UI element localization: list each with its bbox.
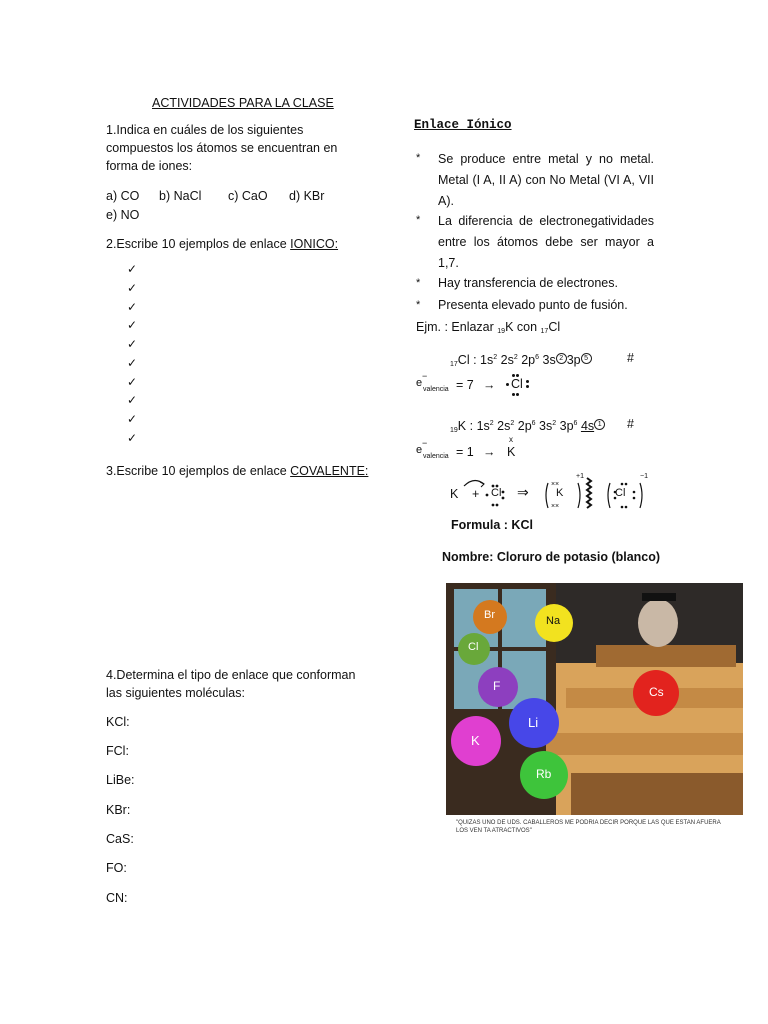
- question-2-keyword: IONICO:: [290, 237, 339, 251]
- product-cl: Cl: [615, 487, 626, 499]
- bullet-text: Se produce entre metal y no metal. Metal (I A, II A) con No Metal (VI A, VII A).: [438, 152, 654, 208]
- question-1: 1.Indica en cuáles de los siguientes compuestos los átomos se encuentran en forma de iones:: [106, 123, 338, 173]
- reactant-k: K: [450, 487, 459, 501]
- bullet-text: Presenta elevado punto de fusión.: [438, 298, 628, 312]
- check-icon: ✓: [127, 300, 138, 314]
- separator: :: [466, 419, 477, 433]
- check-icon: ✓: [127, 262, 138, 276]
- atomic-number: 19: [497, 328, 506, 335]
- element-symbol: K: [505, 320, 514, 334]
- orbital-exponent: 6: [535, 354, 540, 361]
- ball-label: Br: [484, 609, 495, 621]
- option-c: c) CaO: [228, 189, 268, 203]
- valence-label: valencia: [423, 453, 449, 460]
- charge-label: −1: [640, 473, 648, 480]
- orbital: 1s: [476, 419, 490, 433]
- section-heading: Enlace Iónico: [414, 118, 512, 132]
- orbital-exponent: 2: [552, 420, 557, 427]
- ball-label: K: [471, 733, 480, 748]
- lewis-symbol-k: K: [507, 445, 516, 459]
- valence-value: = 7: [456, 378, 474, 392]
- cl-electron-config: [450, 349, 592, 374]
- hash-mark: #: [627, 417, 634, 431]
- check-icon: ✓: [127, 431, 138, 445]
- k-valence-line: [416, 435, 546, 467]
- check-icon: ✓: [127, 356, 138, 370]
- atomic-number: 19: [450, 427, 458, 434]
- orbital: 1s: [480, 353, 494, 367]
- molecule-item: KCl:: [106, 715, 130, 729]
- molecule-item: CaS:: [106, 832, 134, 846]
- orbital-exponent-circled: 5: [581, 353, 592, 364]
- bullet-item: [416, 274, 656, 294]
- check-icon: ✓: [127, 393, 138, 407]
- chemistry-cartoon: [446, 583, 743, 843]
- electron-symbol: e: [416, 444, 423, 456]
- reactant-cl: Cl: [491, 487, 502, 499]
- orbital-exponent: 2: [510, 420, 515, 427]
- ball-label: Li: [528, 715, 539, 730]
- orbital-exponent: 2: [489, 420, 494, 427]
- option-a: a) CO: [106, 189, 140, 203]
- example-line: [416, 318, 560, 341]
- bullet-item: [416, 149, 656, 209]
- atomic-number: 17: [540, 328, 549, 335]
- valence-label: valencia: [423, 386, 449, 393]
- molecule-item: FCl:: [106, 744, 129, 758]
- negative-sign: −: [422, 438, 428, 448]
- molecule-item: FO:: [106, 861, 127, 875]
- arrow-icon: →: [483, 445, 496, 459]
- orbital-exponent: 2: [513, 354, 518, 361]
- orbital-exponent: 2: [493, 354, 498, 361]
- electron-marks: × ×: [551, 481, 559, 488]
- question-3: [106, 462, 368, 480]
- question-3-keyword: COVALENTE:: [290, 464, 369, 478]
- orbital: 4s: [580, 419, 595, 433]
- example-label: Ejm. : Enlazar: [416, 320, 498, 334]
- orbital: 3s: [539, 419, 553, 433]
- yields-arrow-icon: ⇒: [517, 484, 529, 500]
- separator: :: [469, 353, 481, 367]
- check-icon: ✓: [127, 412, 138, 426]
- option-d: d) KBr: [289, 189, 325, 203]
- check-icon: ✓: [127, 375, 138, 389]
- bullet-text: Hay transferencia de electrones.: [438, 276, 618, 290]
- orbital: 2p: [517, 419, 532, 433]
- orbital: 3p: [559, 419, 574, 433]
- formula-line: Formula : KCl: [451, 518, 533, 532]
- orbital: 3s: [542, 353, 556, 367]
- orbital: 2p: [521, 353, 536, 367]
- question-3-text: 3.Escribe 10 ejemplos de enlace: [106, 464, 291, 478]
- hash-mark: #: [627, 351, 634, 365]
- question-2: [106, 235, 338, 253]
- asterisk-icon: *: [416, 299, 421, 311]
- element-symbol: K: [457, 419, 467, 433]
- orbital-exponent-circled: 2: [556, 353, 567, 364]
- orbital: 3p: [566, 353, 581, 367]
- check-icon: ✓: [127, 318, 138, 332]
- orbital: 2s: [500, 353, 514, 367]
- orbital-exponent-circled: 1: [594, 419, 605, 430]
- charge-label: +1: [576, 473, 584, 480]
- electron-symbol: e: [416, 377, 423, 389]
- asterisk-icon: *: [416, 152, 421, 164]
- k-electron-config: [450, 415, 605, 440]
- option-b: b) NaCl: [159, 189, 202, 203]
- plus-sign: +: [472, 487, 480, 501]
- negative-sign: −: [422, 371, 428, 381]
- valence-electron-mark: x: [509, 435, 513, 444]
- molecule-item: LiBe:: [106, 773, 135, 787]
- electron-marks: × ×: [551, 503, 559, 510]
- orbital-exponent: 6: [573, 420, 578, 427]
- question-2-text: 2.Escribe 10 ejemplos de enlace: [106, 237, 291, 251]
- asterisk-icon: *: [416, 214, 421, 226]
- molecule-item: CN:: [106, 891, 128, 905]
- molecule-item: KBr:: [106, 803, 131, 817]
- bullet-item: [416, 296, 656, 316]
- question-4: 4.Determina el tipo de enlace que conforman las siguientes moléculas:: [106, 668, 356, 700]
- product-k: K: [556, 487, 564, 499]
- option-e: e) NO: [106, 208, 140, 222]
- name-line: Nombre: Cloruro de potasio (blanco): [442, 550, 661, 564]
- cartoon-caption: "QUIZAS UNO DE UDS. CABALLEROS ME PODRIA DECIR PORQUE LAS QUE ESTAN AFUERA LOS VEN TA ATRACTIVOS": [456, 820, 721, 834]
- element-symbol: Cl: [548, 320, 561, 334]
- element-symbol: Cl: [457, 353, 470, 367]
- bullet-item: [416, 211, 656, 271]
- ball-label: Cl: [468, 641, 479, 653]
- ball-label: Na: [546, 615, 561, 627]
- valence-value: = 1: [456, 445, 474, 459]
- check-icon: ✓: [127, 281, 138, 295]
- lewis-symbol-cl: Cl: [511, 377, 523, 391]
- ball-label: Cs: [649, 685, 664, 699]
- bullet-text: La diferencia de electronegatividades entre los átomos debe ser mayor a 1,7.: [438, 214, 654, 270]
- check-icon: ✓: [127, 337, 138, 351]
- connector-text: con: [513, 320, 541, 334]
- lewis-reaction: [450, 473, 660, 516]
- atomic-number: 17: [450, 361, 458, 368]
- worksheet-title: ACTIVIDADES PARA LA CLASE: [152, 96, 334, 110]
- ball-label: Rb: [536, 767, 552, 781]
- asterisk-icon: *: [416, 277, 421, 289]
- orbital-exponent: 6: [531, 420, 536, 427]
- orbital: 2s: [497, 419, 511, 433]
- arrow-icon: →: [483, 378, 496, 392]
- cl-valence-line: [416, 371, 546, 400]
- ball-label: F: [493, 679, 501, 693]
